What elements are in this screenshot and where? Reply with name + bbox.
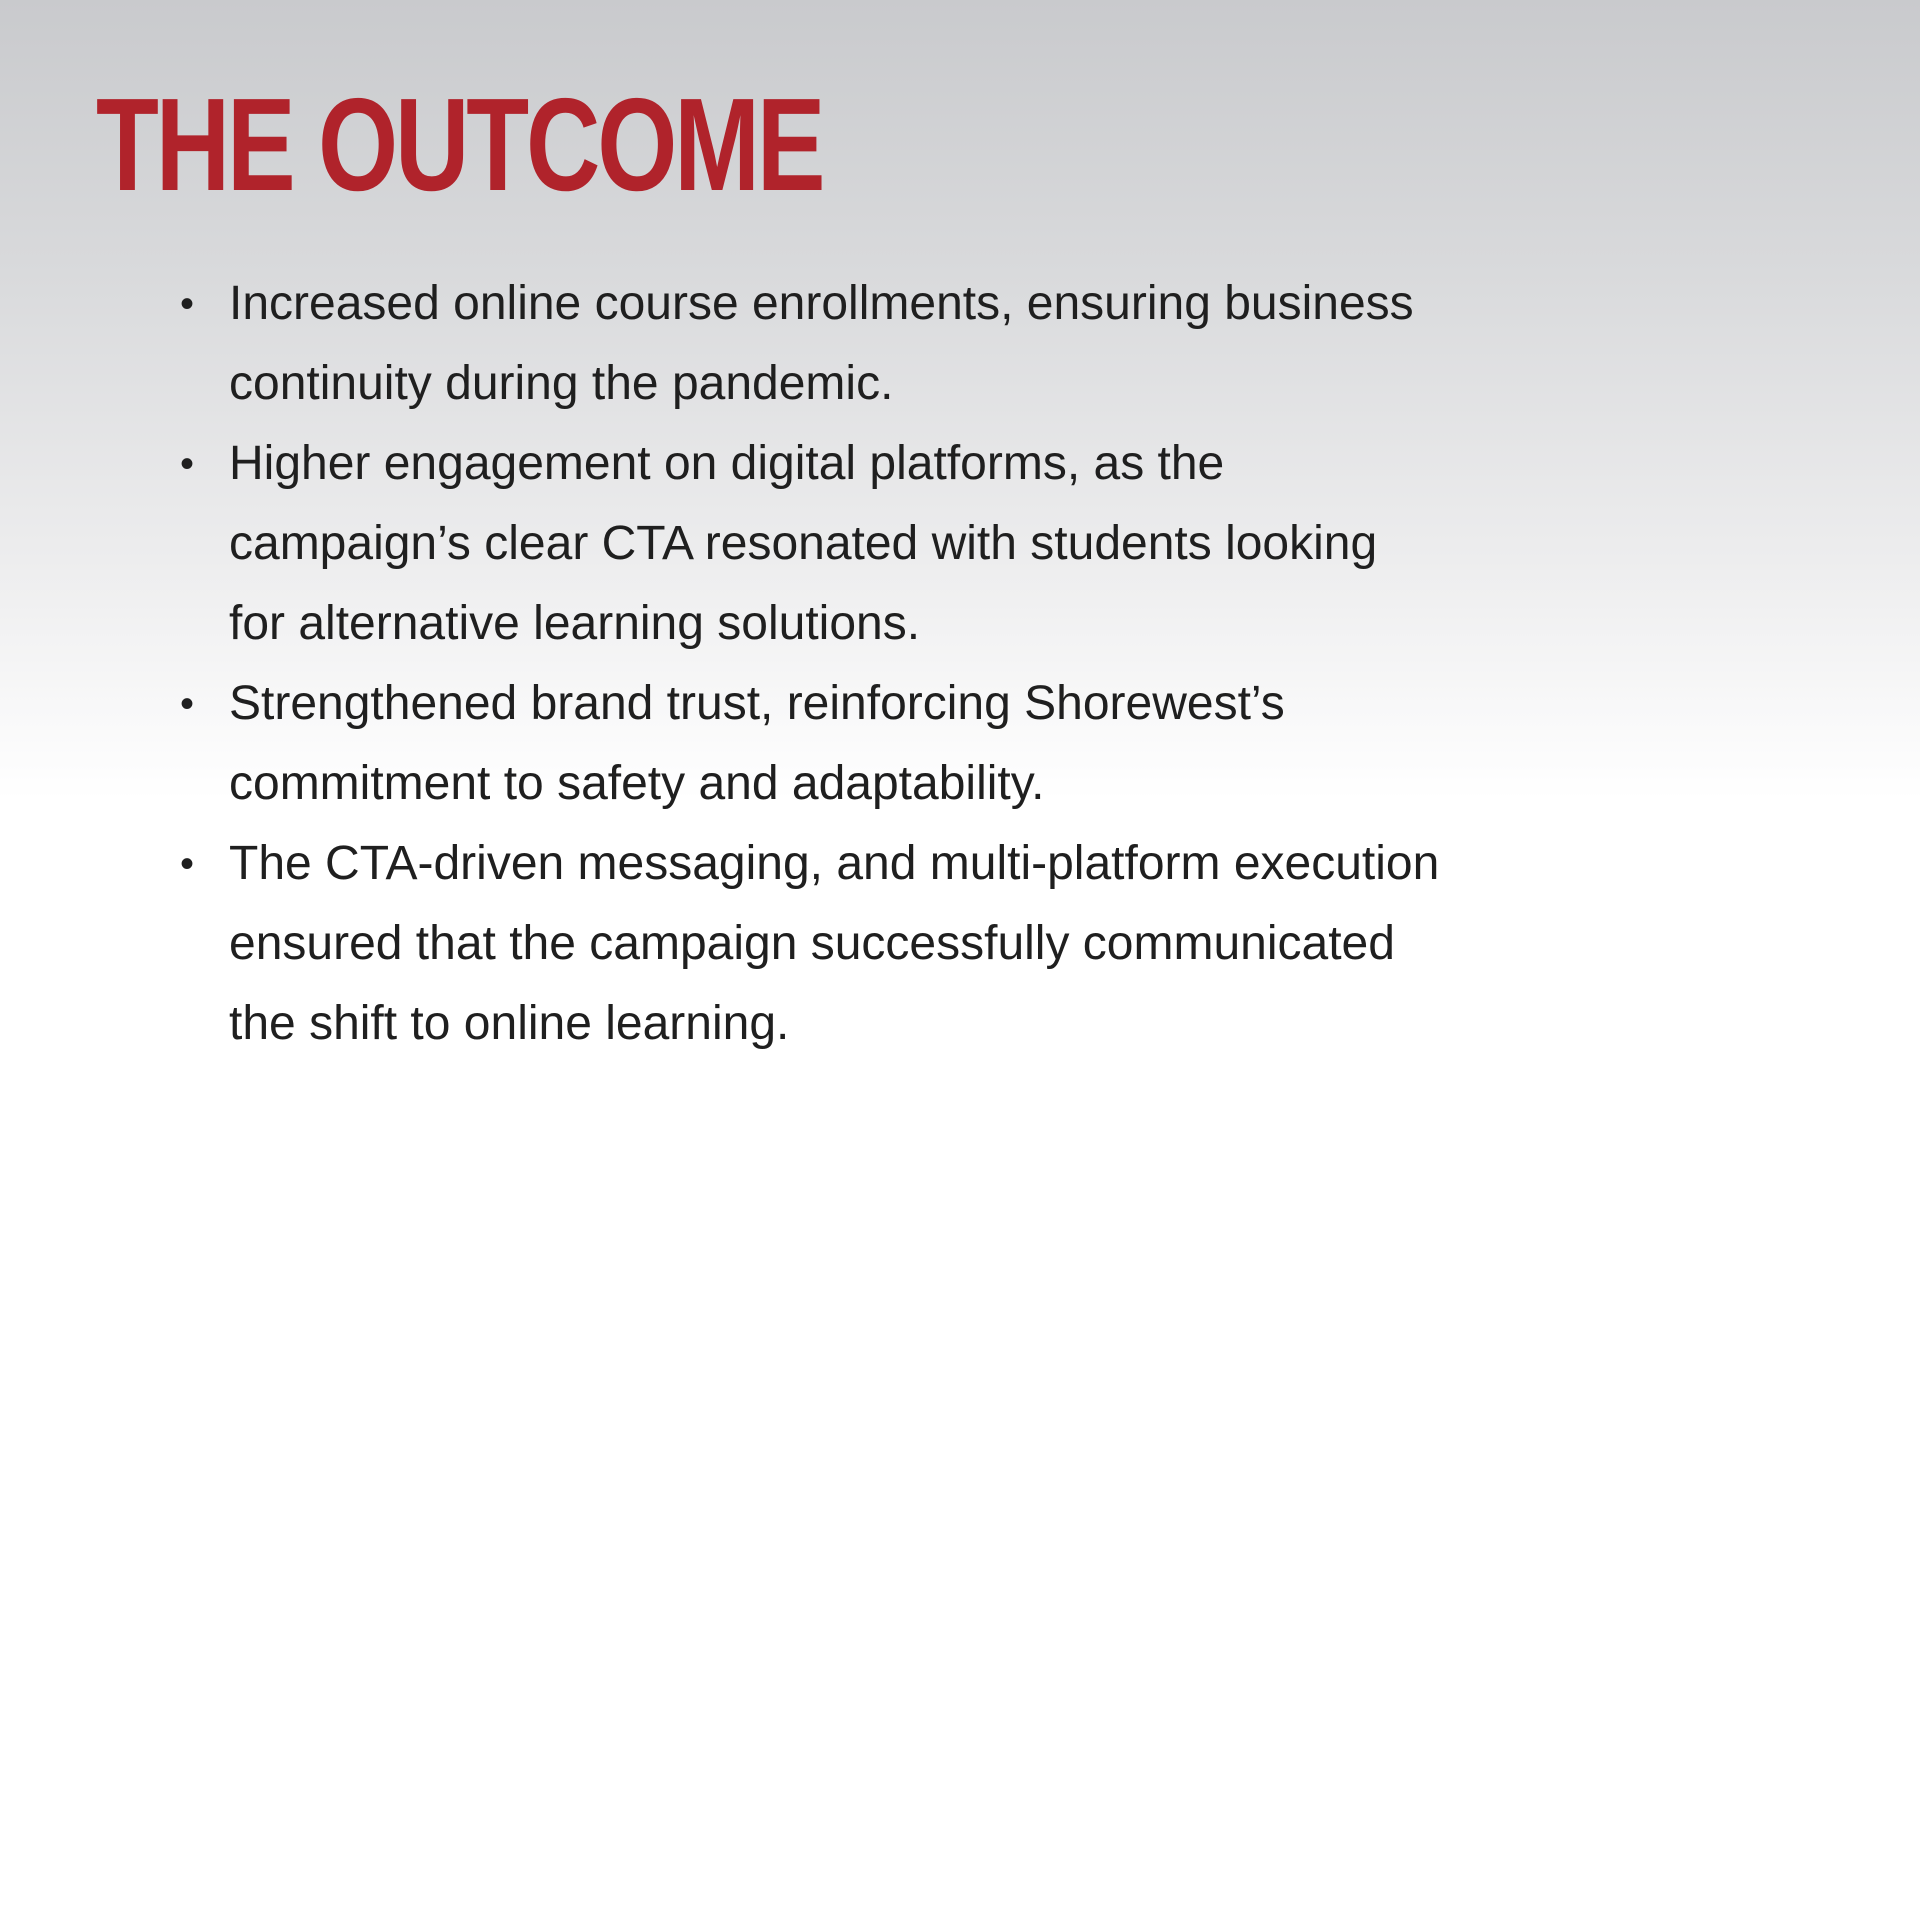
bullet-text-line: The CTA-driven messaging, and multi-platform execution (229, 837, 1440, 890)
bullet-text-line: Higher engagement on digital platforms, as the (229, 437, 1225, 490)
bullet-dot-icon: • (180, 282, 195, 326)
bullet-item (180, 264, 1600, 424)
bullet-item (180, 424, 1600, 664)
bullet-item (180, 824, 1600, 1064)
bullet-item (180, 664, 1600, 824)
bullet-text-line: commitment to safety and adaptability. (229, 757, 1045, 810)
bullet-text-line: the shift to online learning. (229, 997, 790, 1050)
bullet-text-line: for alternative learning solutions. (229, 597, 921, 650)
bullet-text-line: Increased online course enrollments, ensuring business (229, 277, 1414, 330)
bullet-text-line: campaign’s clear CTA resonated with students looking (229, 517, 1378, 570)
bullet-dot-icon: • (180, 682, 195, 726)
outcome-bullet-list (180, 264, 1600, 1064)
bullet-text-line: ensured that the campaign successfully communicated (229, 917, 1395, 970)
bullet-text-line: Strengthened brand trust, reinforcing Shorewest’s (229, 677, 1285, 730)
bullet-dot-icon: • (180, 842, 195, 886)
bullet-dot-icon: • (180, 442, 195, 486)
bullet-text-line: continuity during the pandemic. (229, 357, 894, 410)
page-title: THE OUTCOME (96, 71, 823, 218)
